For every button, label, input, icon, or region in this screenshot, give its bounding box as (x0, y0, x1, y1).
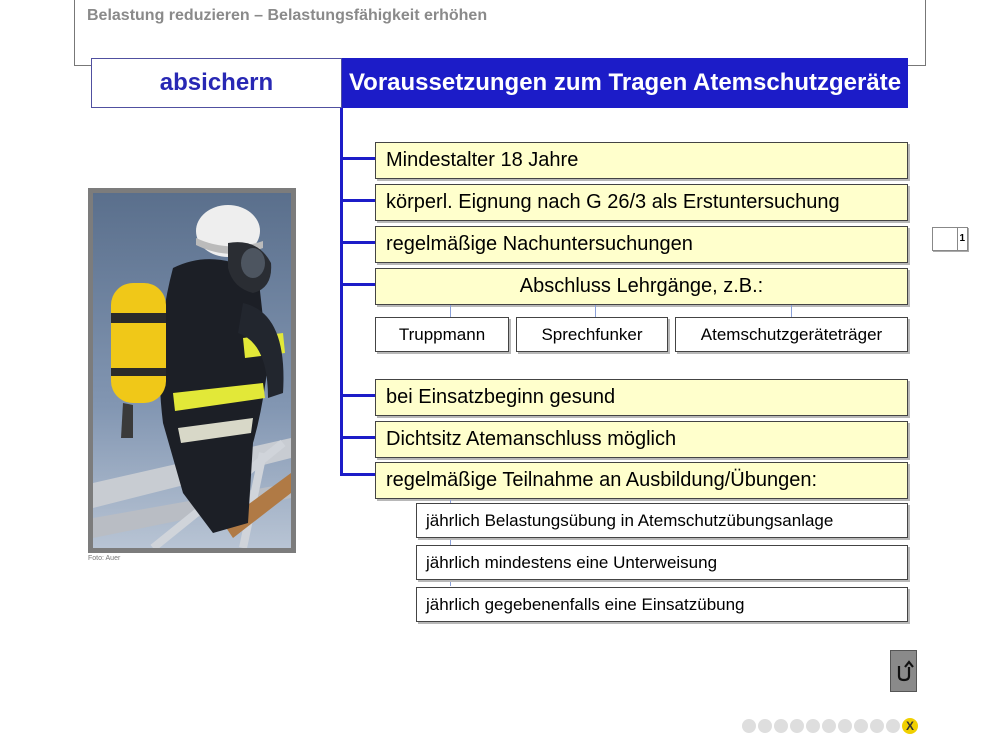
requirement-box: Mindestalter 18 Jahre (375, 142, 908, 179)
photo-credit: Foto: Auer (88, 555, 121, 562)
tree-trunk-line (340, 108, 343, 475)
progress-dot[interactable] (742, 719, 756, 733)
progress-dot[interactable] (806, 719, 820, 733)
connector-line (340, 436, 375, 439)
section-title: Voraussetzungen zum Tragen Atemschutzgeräte (342, 58, 908, 108)
progress-dot[interactable] (822, 719, 836, 733)
page-number-button[interactable] (932, 227, 968, 251)
connector-line (340, 157, 375, 160)
requirement-box: Dichtsitz Atemanschluss möglich (375, 421, 908, 458)
training-box: jährlich gegebenenfalls eine Einsatzübung (416, 587, 908, 622)
firefighter-image (93, 193, 291, 548)
firefighter-photo (88, 188, 296, 553)
training-box: jährlich Belastungsübung in Atemschutzübungsanlage (416, 503, 908, 538)
connector-line (340, 283, 375, 286)
course-connector (450, 305, 451, 317)
requirement-box: regelmäßige Nachuntersuchungen (375, 226, 908, 263)
requirement-box: Abschluss Lehrgänge, z.B.: (375, 268, 908, 305)
slide-progress-dots (742, 717, 918, 735)
back-button[interactable] (890, 650, 917, 692)
progress-dot[interactable] (758, 719, 772, 733)
page-number: 1 (959, 233, 965, 244)
progress-dot[interactable] (774, 719, 788, 733)
requirement-box: bei Einsatzbeginn gesund (375, 379, 908, 416)
section-label: absichern (91, 58, 342, 108)
back-arrow-icon (893, 658, 915, 684)
progress-dot[interactable] (870, 719, 884, 733)
course-box-sprechfunker: Sprechfunker (516, 317, 668, 352)
requirement-box: körperl. Eignung nach G 26/3 als Erstuntersuchung (375, 184, 908, 221)
training-box: jährlich mindestens eine Unterweisung (416, 545, 908, 580)
connector-line (340, 241, 375, 244)
course-connector (791, 305, 792, 317)
progress-dot[interactable] (854, 719, 868, 733)
course-connector (595, 305, 596, 317)
course-box-atemschutzgeraetetraeger: Atemschutzgeräteträger (675, 317, 908, 352)
course-box-truppmann: Truppmann (375, 317, 509, 352)
progress-dot[interactable] (790, 719, 804, 733)
requirement-box: regelmäßige Teilnahme an Ausbildung/Übungen: (375, 462, 908, 499)
connector-line (340, 473, 375, 476)
close-button[interactable]: X (902, 718, 918, 734)
progress-dot[interactable] (886, 719, 900, 733)
progress-dot[interactable] (838, 719, 852, 733)
page-number-divider (957, 228, 958, 250)
connector-line (340, 199, 375, 202)
page-title: Belastung reduzieren – Belastungsfähigkeit erhöhen (87, 7, 488, 24)
connector-line (340, 394, 375, 397)
